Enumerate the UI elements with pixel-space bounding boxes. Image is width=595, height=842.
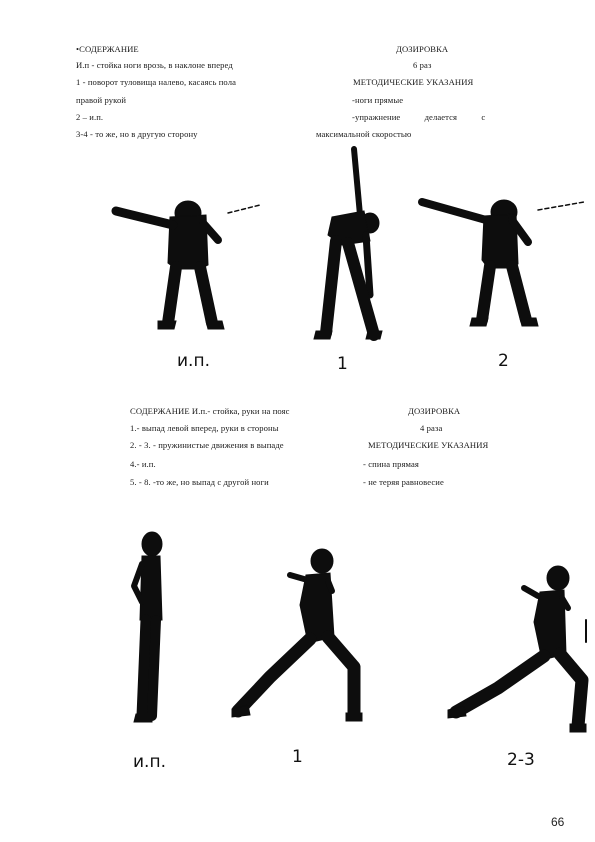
- section2-guideline: - не теряя равновесие: [363, 477, 444, 487]
- section2-caption-step2-3: 2-3: [507, 750, 535, 770]
- section2-line: 5. - 8. -то же, но выпад с другой ноги: [130, 477, 269, 487]
- section2-line: 1.- выпад левой вперед, руки в стороны: [130, 423, 279, 433]
- section2-caption-start: и.п.: [133, 752, 166, 772]
- section1-caption-step1: 1: [337, 354, 348, 374]
- section2-line: 4.- и.п.: [130, 459, 156, 469]
- section2-dosage-header: ДОЗИРОВКА: [408, 406, 461, 416]
- section1-line: правой рукой: [76, 95, 127, 105]
- figure-start-position-2: [126, 530, 176, 730]
- section2-line: 2. - 3. - пружинистые движения в выпаде: [130, 440, 284, 450]
- section1-line: 3-4 - то же, но в другую сторону: [76, 129, 198, 139]
- section1-guideline: максимальной скоростью: [316, 129, 412, 139]
- section2-content-header: СОДЕРЖАНИЕ И.п.- стойка, руки на пояс: [130, 406, 290, 416]
- section2-dosage-value: 4 раза: [420, 423, 443, 433]
- section1-guideline: -ноги прямые: [352, 95, 404, 105]
- section1-guidelines-header: МЕТОДИЧЕСКИЕ УКАЗАНИЯ: [353, 77, 474, 87]
- figure-start-position-1: [108, 195, 268, 345]
- figure-step-2-section1: [412, 190, 592, 340]
- section1-caption-step2: 2: [498, 351, 509, 371]
- section1-caption-start: и.п.: [177, 351, 210, 371]
- figure-step-1-section1: [302, 145, 392, 345]
- section1-line: И.п - стойка ноги врозь, в наклоне вперед: [76, 60, 233, 70]
- section1-guideline: -упражнение делается с: [352, 112, 486, 122]
- section2-guidelines-header: МЕТОДИЧЕСКИЕ УКАЗАНИЯ: [368, 440, 489, 450]
- section2-caption-step1: 1: [292, 747, 303, 767]
- section1-content-header: •СОДЕРЖАНИЕ: [76, 44, 139, 54]
- section2-guideline: - спина прямая: [363, 459, 419, 469]
- figure-step-1-section2: [230, 545, 370, 725]
- page-number: 66: [551, 815, 565, 829]
- section1-dosage-header: ДОЗИРОВКА: [396, 44, 449, 54]
- section1-line: 2 – и.п.: [76, 112, 104, 122]
- section1-line: 1 - поворот туловища налево, касаясь пола: [76, 77, 237, 87]
- section1-dosage-value: 6 раз: [413, 60, 432, 70]
- figure-step-2-3-section2: [446, 562, 595, 742]
